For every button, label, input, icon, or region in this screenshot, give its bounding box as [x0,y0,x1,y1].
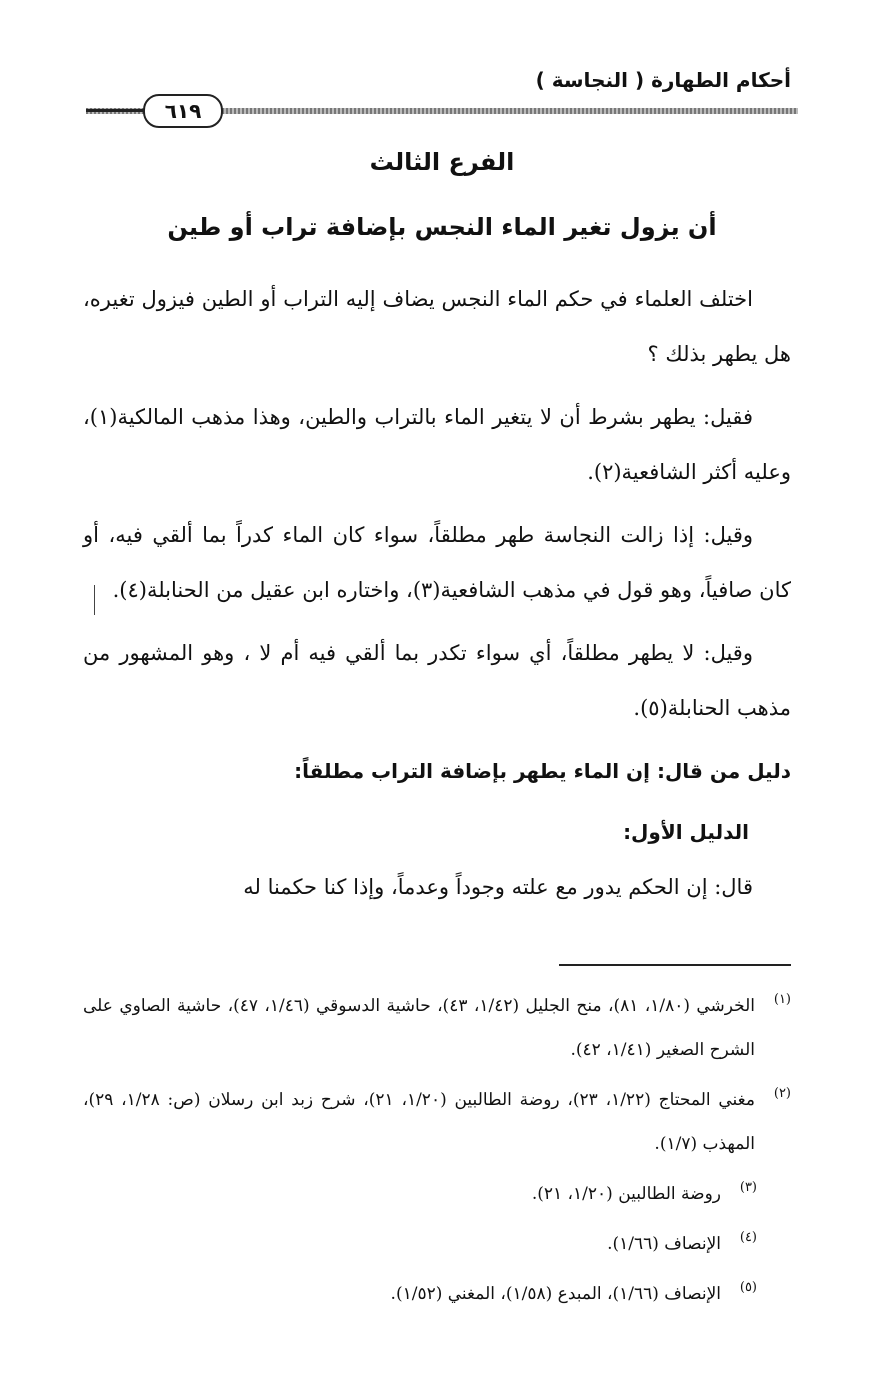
footnote-4 [83,1222,791,1266]
footnote-text: الإنصاف (١/٦٦)، المبدع (١/٥٨)، المغني (١/٥٢). [390,1284,721,1304]
evidence-heading: دليل من قال: إن الماء يطهر بإضافة التراب مطلقاً: [294,759,791,783]
footnote-separator [559,964,791,966]
paragraph-intro: اختلف العلماء في حكم الماء النجس يضاف إليه التراب أو الطين فيزول تغيره، هل يطهر بذلك ؟ [83,287,791,366]
body-text [83,272,791,923]
footnote-5 [83,1272,791,1316]
footnote-marker: (٥) [739,1280,757,1295]
section-heading: الفرع الثالث [369,148,515,176]
footnote-text: روضة الطالبين (١/٢٠، ٢١). [531,1184,721,1204]
margin-mark [94,585,95,615]
footnote-marker: (١) [773,992,791,1007]
footnote-1 [83,984,791,1072]
footnote-text: الخرشي (١/٨٠، ٨١)، منح الجليل (١/٤٢، ٤٣)، حاشية الدسوقي (١/٤٦، ٤٧)، حاشية الصاوي على الشرح الصغير (١/٤١، ٤٢). [83,996,756,1060]
paragraph-second-opinion: وقيل: إذا زالت النجاسة طهر مطلقاً، سواء كان الماء كدراً بما ألقي فيه، أو كان صافياً، وهو قول في مذهب الشافعية(٣)، واختاره ابن عقيل من الحنابلة(٤). [83,523,791,602]
footnote-marker: (٣) [739,1180,757,1195]
footnote-marker: (٤) [739,1230,757,1245]
page-number: ٦١٩ [143,94,223,128]
first-evidence-heading: الدليل الأول: [623,820,749,844]
header-rule-accent [86,109,148,112]
footnote-marker: (٢) [773,1086,791,1101]
running-title: أحكام الطهارة ( النجاسة ) [535,68,791,92]
paragraph-first-evidence: قال: إن الحكم يدور مع علته وجوداً وعدماً، وإذا كنا حكمنا له [243,875,753,899]
footnote-text: مغني المحتاج (١/٢٢، ٢٣)، روضة الطالبين (١/٢٠، ٢١)، شرح زبد ابن رسلان (ص: ١/٢٨، ٢٩)، المهذب (١/٧). [83,1090,755,1154]
footnote-text: الإنصاف (١/٦٦). [607,1234,721,1254]
footnotes [83,984,791,1322]
footnote-3 [83,1172,791,1216]
footnote-2 [83,1078,791,1166]
paragraph-third-opinion: وقيل: لا يطهر مطلقاً، أي سواء تكدر بما ألقي فيه أم لا ، وهو المشهور من مذهب الحنابلة(٥). [83,641,791,720]
paragraph-first-opinion: فقيل: يطهر بشرط أن لا يتغير الماء بالتراب والطين، وهذا مذهب المالكية(١)، وعليه أكثر الشافعية(٢). [83,405,791,484]
section-subtitle: أن يزول تغير الماء النجس بإضافة تراب أو طين [167,213,717,241]
